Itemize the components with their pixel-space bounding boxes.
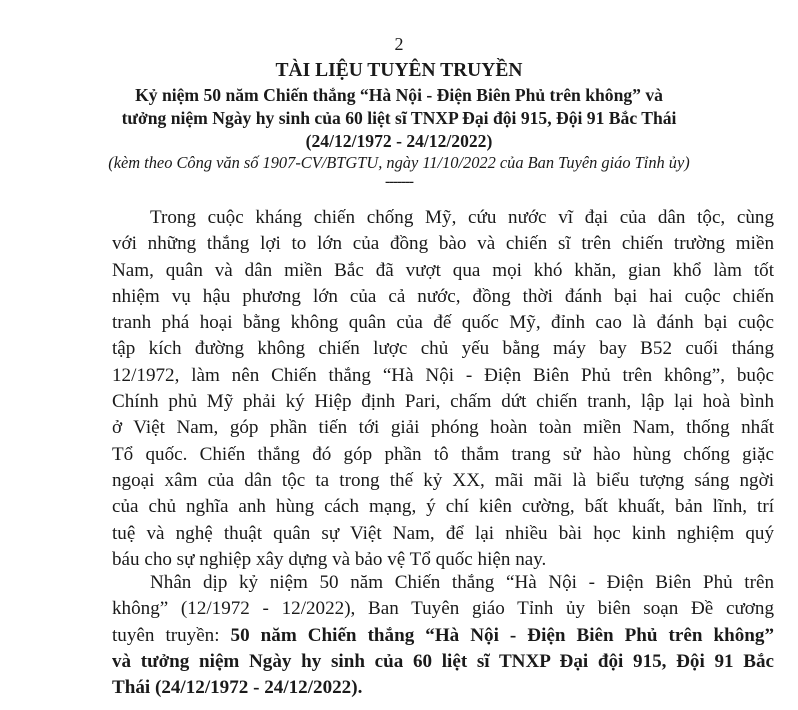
subtitle-line: Kỷ niệm 50 năm Chiến thắng “Hà Nội - Điện Biên Phủ trên không” và [135, 85, 663, 105]
paragraph-1 [112, 205, 774, 573]
text-line [112, 675, 774, 701]
bold-title-reference: Thái (24/12/1972 - 24/12/2022). [112, 677, 363, 699]
document-subtitle [0, 84, 798, 153]
text-line: Trong cuộc kháng chiến chống Mỹ, cứu nước vĩ đại của dân tộc, cùng [150, 207, 774, 228]
text-line: ở Việt Nam, góp phần tiến tới giải phóng hoàn toàn miền Nam, thống nhất [112, 417, 774, 439]
document-title: TÀI LIỆU TUYÊN TRUYỀN [275, 60, 523, 81]
paragraph-2 [112, 570, 774, 701]
text-line: không” (12/1972 - 12/2022), Ban Tuyên giáo Tỉnh ủy biên soạn Đề cương [112, 598, 774, 620]
text-line: tuệ và nghệ thuật quân sự Việt Nam, để lại nhiều bài học kinh nghiệm quý [112, 522, 774, 544]
text-line [112, 623, 774, 649]
text-line: Tổ quốc. Chiến thắng đó góp phần tô thắm trang sử hào hùng chống giặc [112, 443, 774, 465]
text-line: Chính phủ Mỹ phải ký Hiệp định Pari, chấm dứt chiến tranh, lập lại hoà bình [112, 391, 774, 413]
page-number: 2 [394, 34, 404, 54]
text-line [112, 649, 774, 675]
subtitle-line: tưởng niệm Ngày hy sinh của 60 liệt sĩ TNXP Đại đội 915, Đội 91 Bắc Thái [121, 108, 677, 128]
text-line: Nhân dịp kỷ niệm 50 năm Chiến thắng “Hà Nội - Điện Biên Phủ trên [150, 572, 774, 593]
text-line: ngoại xâm của dân tộc ta trong thế kỷ XX, mãi mãi là biểu tượng sáng ngời [112, 469, 774, 491]
bold-title-reference: 50 năm Chiến thắng “Hà Nội - Điện Biên Phủ trên không” [230, 624, 774, 646]
text-line: tranh phá hoại bằng không quân của đế quốc Mỹ, đỉnh cao là đánh bại cuộc [112, 312, 774, 334]
text-line: 12/1972, làm nên Chiến thắng “Hà Nội - Điện Biên Phủ trên không”, buộc [112, 364, 774, 386]
text-line: của chủ nghĩa anh hùng cách mạng, ý chí kiên cường, bất khuất, bản lĩnh, trí [112, 496, 774, 518]
text-line: tập kích đường không chiến lược chủ yếu bằng máy bay B52 cuối tháng [112, 338, 774, 360]
bold-title-reference: và tưởng niệm Ngày hy sinh của 60 liệt sĩ TNXP Đại đội 915, Đội 91 Bắc [112, 650, 774, 672]
subtitle-line: (24/12/1972 - 24/12/2022) [305, 131, 493, 151]
text-line: với những thắng lợi to lớn của đồng bào và chiến sĩ trên chiến trường miền [112, 233, 774, 255]
text-line: nhiệm vụ hậu phương lớn của cả nước, đồng thời đánh bại hai cuộc chiến [112, 285, 774, 307]
text-line: Nam, quân và dân miền Bắc đã vượt qua mọi khó khăn, gian khổ làm tốt [112, 259, 774, 281]
text-span: tuyên truyền: [112, 624, 231, 646]
separator: ------- [385, 174, 413, 190]
text-line: báu cho sự nghiệp xây dựng và bảo vệ Tổ quốc hiện nay. [112, 548, 547, 570]
reference-note: (kèm theo Công văn số 1907-CV/BTGTU, ngày 11/10/2022 của Ban Tuyên giáo Tỉnh ủy) [108, 153, 690, 172]
